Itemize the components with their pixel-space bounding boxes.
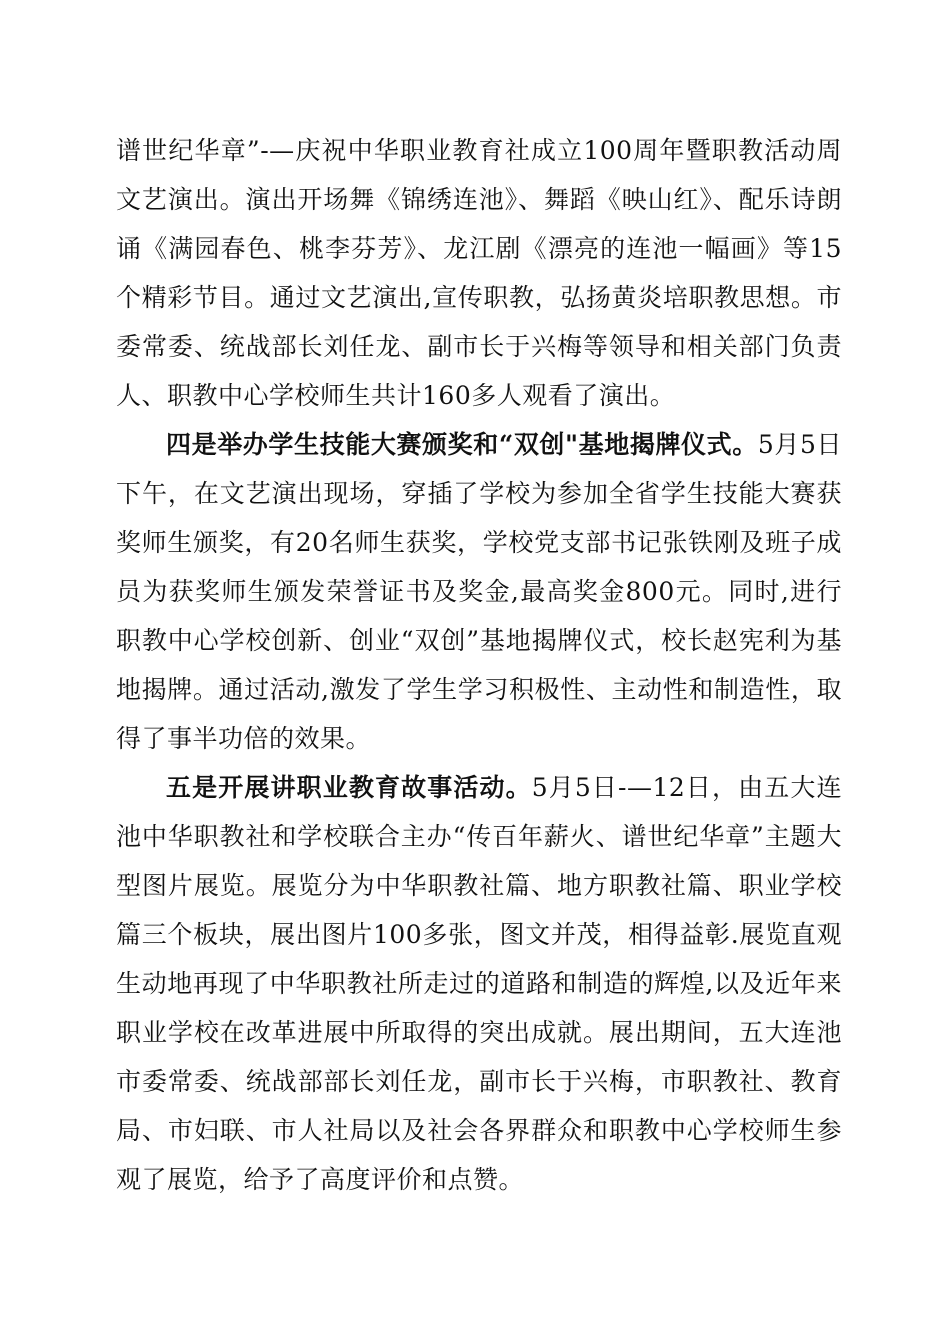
paragraph-text: 5月5日下午，在文艺演出现场，穿插了学校为参加全省学生技能大赛获奖师生颁奖，有20名师生获奖，学校党支部书记张铁刚及班子成员为获奖师生颁发荣誉证书及奖金,最高奖金800元。同时,进行职教中心学校创新、创业“双创”基地揭牌仪式，校长赵宪利为基地揭牌。通过活动,激发了学生学习积极性、主动性和制造性，取得了事半功倍的效果。 [116, 430, 842, 753]
document-page [116, 126, 842, 1204]
paragraph-story-activity [116, 763, 842, 1204]
paragraph-text: 5月5日-—12日，由五大连池中华职教社和学校联合主办“传百年薪火、谱世纪华章”主题大型图片展览。展览分为中华职教社篇、地方职教社篇、职业学校篇三个板块，展出图片100多张，图文并茂，相得益彰.展览直观生动地再现了中华职教社所走过的道路和制造的辉煌,以及近年来职业学校在改革进展中所取得的突出成就。展出期间，五大连池市委常委、统战部部长刘任龙，副市长于兴梅，市职教社、教育局、市妇联、市人社局以及社会各界群众和职教中心学校师生参观了展览，给予了高度评价和点赞。 [116, 773, 842, 1194]
paragraph-text: 谱世纪华章”-—庆祝中华职业教育社成立100周年暨职教活动周文艺演出。演出开场舞《锦绣连池》、舞蹈《映山红》、配乐诗朗诵《满园春色、桃李芬芳》、龙江剧《漂亮的连池一幅画》等15个精彩节目。通过文艺演出,宣传职教，弘扬黄炎培职教思想。市委常委、统战部长刘任龙、副市长于兴梅等领导和相关部门负责人、职教中心学校师生共计160多人观看了演出。 [116, 136, 842, 410]
paragraph-award-ceremony [116, 420, 842, 763]
paragraph-performance-continued [116, 126, 842, 420]
paragraph-lead-heading: 四是举办学生技能大赛颁奖和“双创"基地揭牌仪式。 [166, 430, 758, 459]
paragraph-lead-heading: 五是开展讲职业教育故事活动。 [166, 773, 532, 802]
